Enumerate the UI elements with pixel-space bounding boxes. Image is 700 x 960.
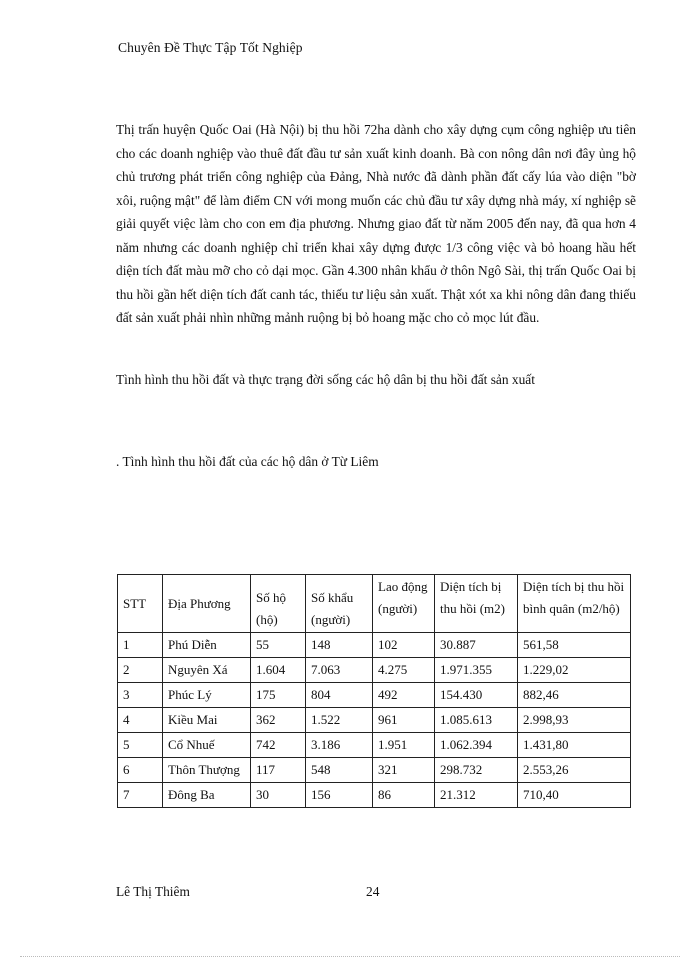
cell-avg-area: 710,40 [518, 783, 631, 808]
cell-persons: 804 [306, 683, 373, 708]
table-row [118, 733, 631, 758]
cell-households: 1.604 [251, 658, 306, 683]
header-avg-area: Diện tích bị thu hồi bình quân (m2/hộ) [518, 575, 631, 633]
cell-households: 55 [251, 633, 306, 658]
body-paragraph: Thị trấn huyện Quốc Oai (Hà Nội) bị thu hồi 72ha dành cho xây dựng cụm công nghiệp ưu tiên cho các doanh nghiệp vào thuê đất đầu tư sản xuất kinh doanh. Bà con nông dân nơi đây ủng hộ chủ trương phát triển công nghiệp của Đảng, Nhà nước đã dành phần đất cấy lúa vào diện "bờ xôi, ruộng mật" để làm điểm CN với mong muốn các chủ đầu tư xây dựng nhà máy, xí nghiệp sẽ giải quyết việc làm cho con em địa phương. Nhưng giao đất từ năm 2005 đến nay, đã qua hơn 4 năm nhưng các doanh nghiệp chỉ triển khai xây dựng được 1/3 công việc và bỏ hoang hầu hết diện tích đất màu mỡ cho cỏ dại mọc. Gần 4.300 nhân khẩu ở thôn Ngô Sài, thị trấn Quốc Oai bị thu hồi gần hết diện tích đất canh tác, thiếu tư liệu sản xuất. Thật xót xa khi nông dân đang thiếu đất sản xuất phải nhìn những mảnh ruộng bị bỏ hoang mặc cho cỏ mọc lút đầu. [116, 122, 636, 325]
cell-labor: 961 [373, 708, 435, 733]
cell-persons: 156 [306, 783, 373, 808]
cell-households: 117 [251, 758, 306, 783]
cell-stt: 1 [118, 633, 163, 658]
cell-stt: 4 [118, 708, 163, 733]
cell-avg-area: 1.229,02 [518, 658, 631, 683]
cell-stt: 2 [118, 658, 163, 683]
cell-households: 742 [251, 733, 306, 758]
table-row [118, 708, 631, 733]
cell-locality: Kiều Mai [163, 708, 251, 733]
cell-households: 30 [251, 783, 306, 808]
table-row [118, 633, 631, 658]
table-caption: . Tình hình thu hồi đất của các hộ dân ở Từ Liêm [116, 454, 379, 469]
cell-avg-area: 561,58 [518, 633, 631, 658]
table-header-row [118, 575, 631, 633]
cell-recovered-area: 21.312 [435, 783, 518, 808]
header-stt: STT [118, 575, 163, 633]
cell-recovered-area: 30.887 [435, 633, 518, 658]
cell-avg-area: 2.553,26 [518, 758, 631, 783]
cell-stt: 5 [118, 733, 163, 758]
cell-persons: 3.186 [306, 733, 373, 758]
cell-avg-area: 1.431,80 [518, 733, 631, 758]
cell-labor: 4.275 [373, 658, 435, 683]
cell-persons: 7.063 [306, 658, 373, 683]
cell-recovered-area: 154.430 [435, 683, 518, 708]
cell-recovered-area: 1.062.394 [435, 733, 518, 758]
cell-avg-area: 2.998,93 [518, 708, 631, 733]
cell-avg-area: 882,46 [518, 683, 631, 708]
cell-locality: Thôn Thượng [163, 758, 251, 783]
land-recovery-table [117, 574, 631, 808]
cell-persons: 548 [306, 758, 373, 783]
cell-labor: 492 [373, 683, 435, 708]
header-households: Số hộ (hộ) [251, 575, 306, 633]
footer-author: Lê Thị Thiêm [116, 884, 190, 899]
cell-recovered-area: 1.085.613 [435, 708, 518, 733]
cell-labor: 86 [373, 783, 435, 808]
table-row [118, 758, 631, 783]
cell-labor: 102 [373, 633, 435, 658]
page-header-title: Chuyên Đề Thực Tập Tốt Nghiệp [118, 40, 303, 55]
header-labor: Lao động (người) [373, 575, 435, 633]
table-row [118, 658, 631, 683]
header-locality: Địa Phương [163, 575, 251, 633]
cell-locality: Đông Ba [163, 783, 251, 808]
cell-recovered-area: 1.971.355 [435, 658, 518, 683]
table-row [118, 783, 631, 808]
cell-locality: Nguyên Xá [163, 658, 251, 683]
header-recovered-area: Diện tích bị thu hồi (m2) [435, 575, 518, 633]
cell-recovered-area: 298.732 [435, 758, 518, 783]
cell-stt: 3 [118, 683, 163, 708]
cell-households: 362 [251, 708, 306, 733]
cell-households: 175 [251, 683, 306, 708]
cell-persons: 1.522 [306, 708, 373, 733]
page-bottom-divider [20, 956, 680, 957]
cell-labor: 321 [373, 758, 435, 783]
cell-stt: 7 [118, 783, 163, 808]
cell-locality: Cổ Nhuế [163, 733, 251, 758]
cell-locality: Phúc Lý [163, 683, 251, 708]
footer-page-number: 24 [366, 884, 380, 899]
header-persons: Số khẩu (người) [306, 575, 373, 633]
cell-stt: 6 [118, 758, 163, 783]
cell-labor: 1.951 [373, 733, 435, 758]
section-subheading: Tình hình thu hồi đất và thực trạng đời sống các hộ dân bị thu hồi đất sản xuất [116, 372, 535, 387]
table-row [118, 683, 631, 708]
cell-persons: 148 [306, 633, 373, 658]
cell-locality: Phú Diễn [163, 633, 251, 658]
